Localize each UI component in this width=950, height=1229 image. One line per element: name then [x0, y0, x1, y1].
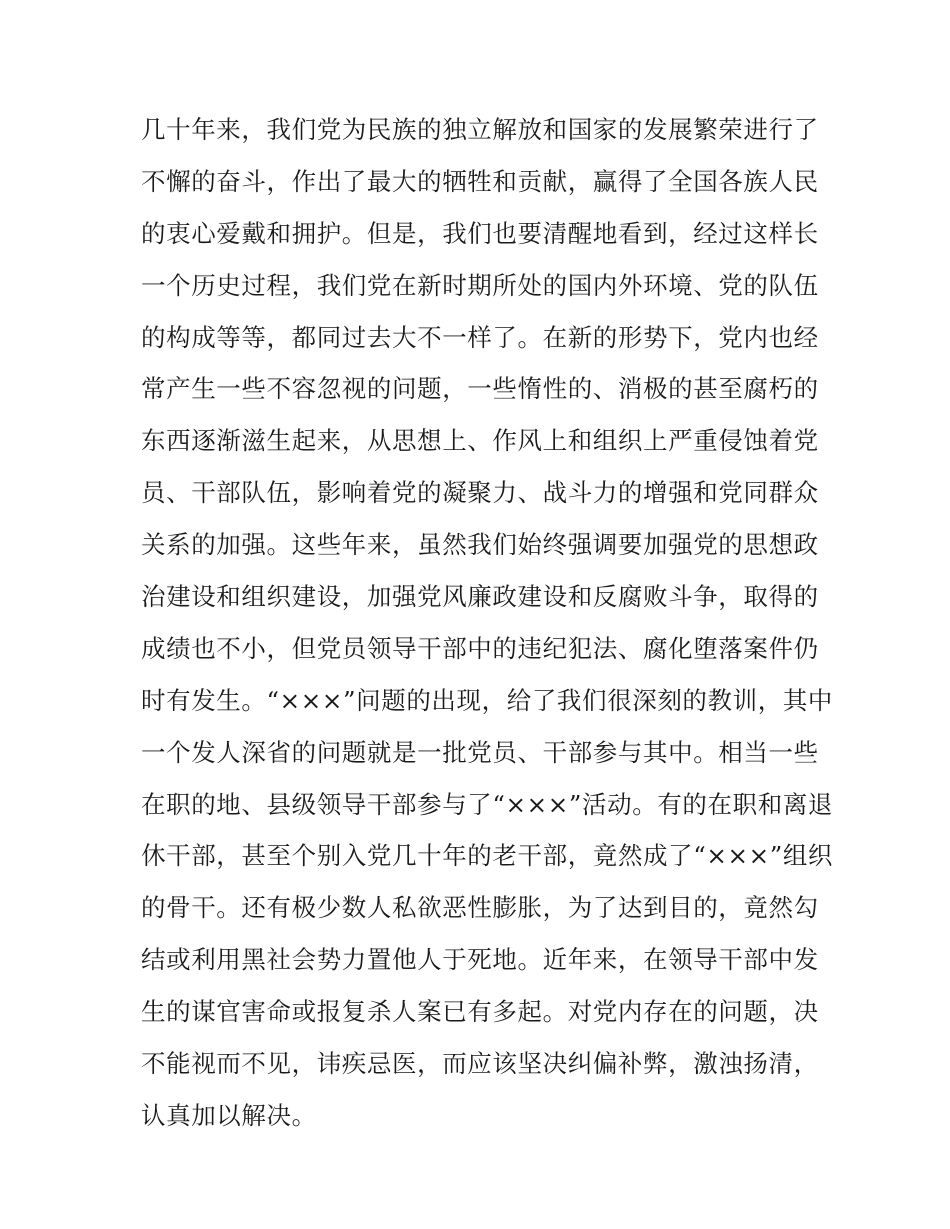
text-line: 常产生一些不容忽视的问题，一些惰性的、消极的甚至腐朽的 — [141, 374, 819, 404]
text-line: 时有发生。“×××”问题的出现，给了我们很深刻的教训，其中 — [141, 685, 834, 715]
text-line: 员、干部队伍，影响着党的凝聚力、战斗力的增强和党同群众 — [141, 478, 819, 508]
body-paragraph — [141, 104, 834, 1142]
text-line: 东西逐渐滋生起来，从思想上、作风上和组织上严重侵蚀着党 — [141, 426, 819, 456]
text-line: 一个发人深省的问题就是一批党员、干部参与其中。相当一些 — [141, 737, 819, 767]
text-line: 关系的加强。这些年来，虽然我们始终强调要加强党的思想政 — [141, 530, 819, 560]
text-line: 休干部，甚至个别入党几十年的老干部，竟然成了“×××”组织 — [141, 841, 834, 871]
text-line: 的衷心爱戴和拥护。但是，我们也要清醒地看到，经过这样长 — [141, 218, 819, 248]
text-line: 几十年来，我们党为民族的独立解放和国家的发展繁荣进行了 — [141, 115, 819, 144]
text-line: 在职的地、县级领导干部参与了“×××”活动。有的在职和离退 — [141, 789, 834, 819]
text-line: 结或利用黑社会势力置他人于死地。近年来，在领导干部中发 — [141, 945, 819, 975]
text-line: 不懈的奋斗，作出了最大的牺牲和贡献，赢得了全国各族人民 — [141, 166, 819, 196]
text-line: 的骨干。还有极少数人私欲恶性膨胀，为了达到目的，竟然勾 — [141, 893, 819, 923]
text-line: 一个历史过程，我们党在新时期所处的国内外环境、党的队伍 — [141, 270, 819, 300]
text-line: 治建设和组织建设，加强党风廉政建设和反腐败斗争，取得的 — [141, 582, 819, 612]
text-line: 成绩也不小，但党员领导干部中的违纪犯法、腐化堕落案件仍 — [141, 633, 819, 663]
text-line: 认真加以解决。 — [141, 1100, 317, 1130]
text-line: 不能视而不见，讳疾忌医，而应该坚决纠偏补弊，激浊扬清， — [141, 1049, 819, 1079]
text-line: 生的谋官害命或报复杀人案已有多起。对党内存在的问题，决 — [141, 997, 819, 1027]
text-line: 的构成等等，都同过去大不一样了。在新的形势下，党内也经 — [141, 322, 819, 352]
